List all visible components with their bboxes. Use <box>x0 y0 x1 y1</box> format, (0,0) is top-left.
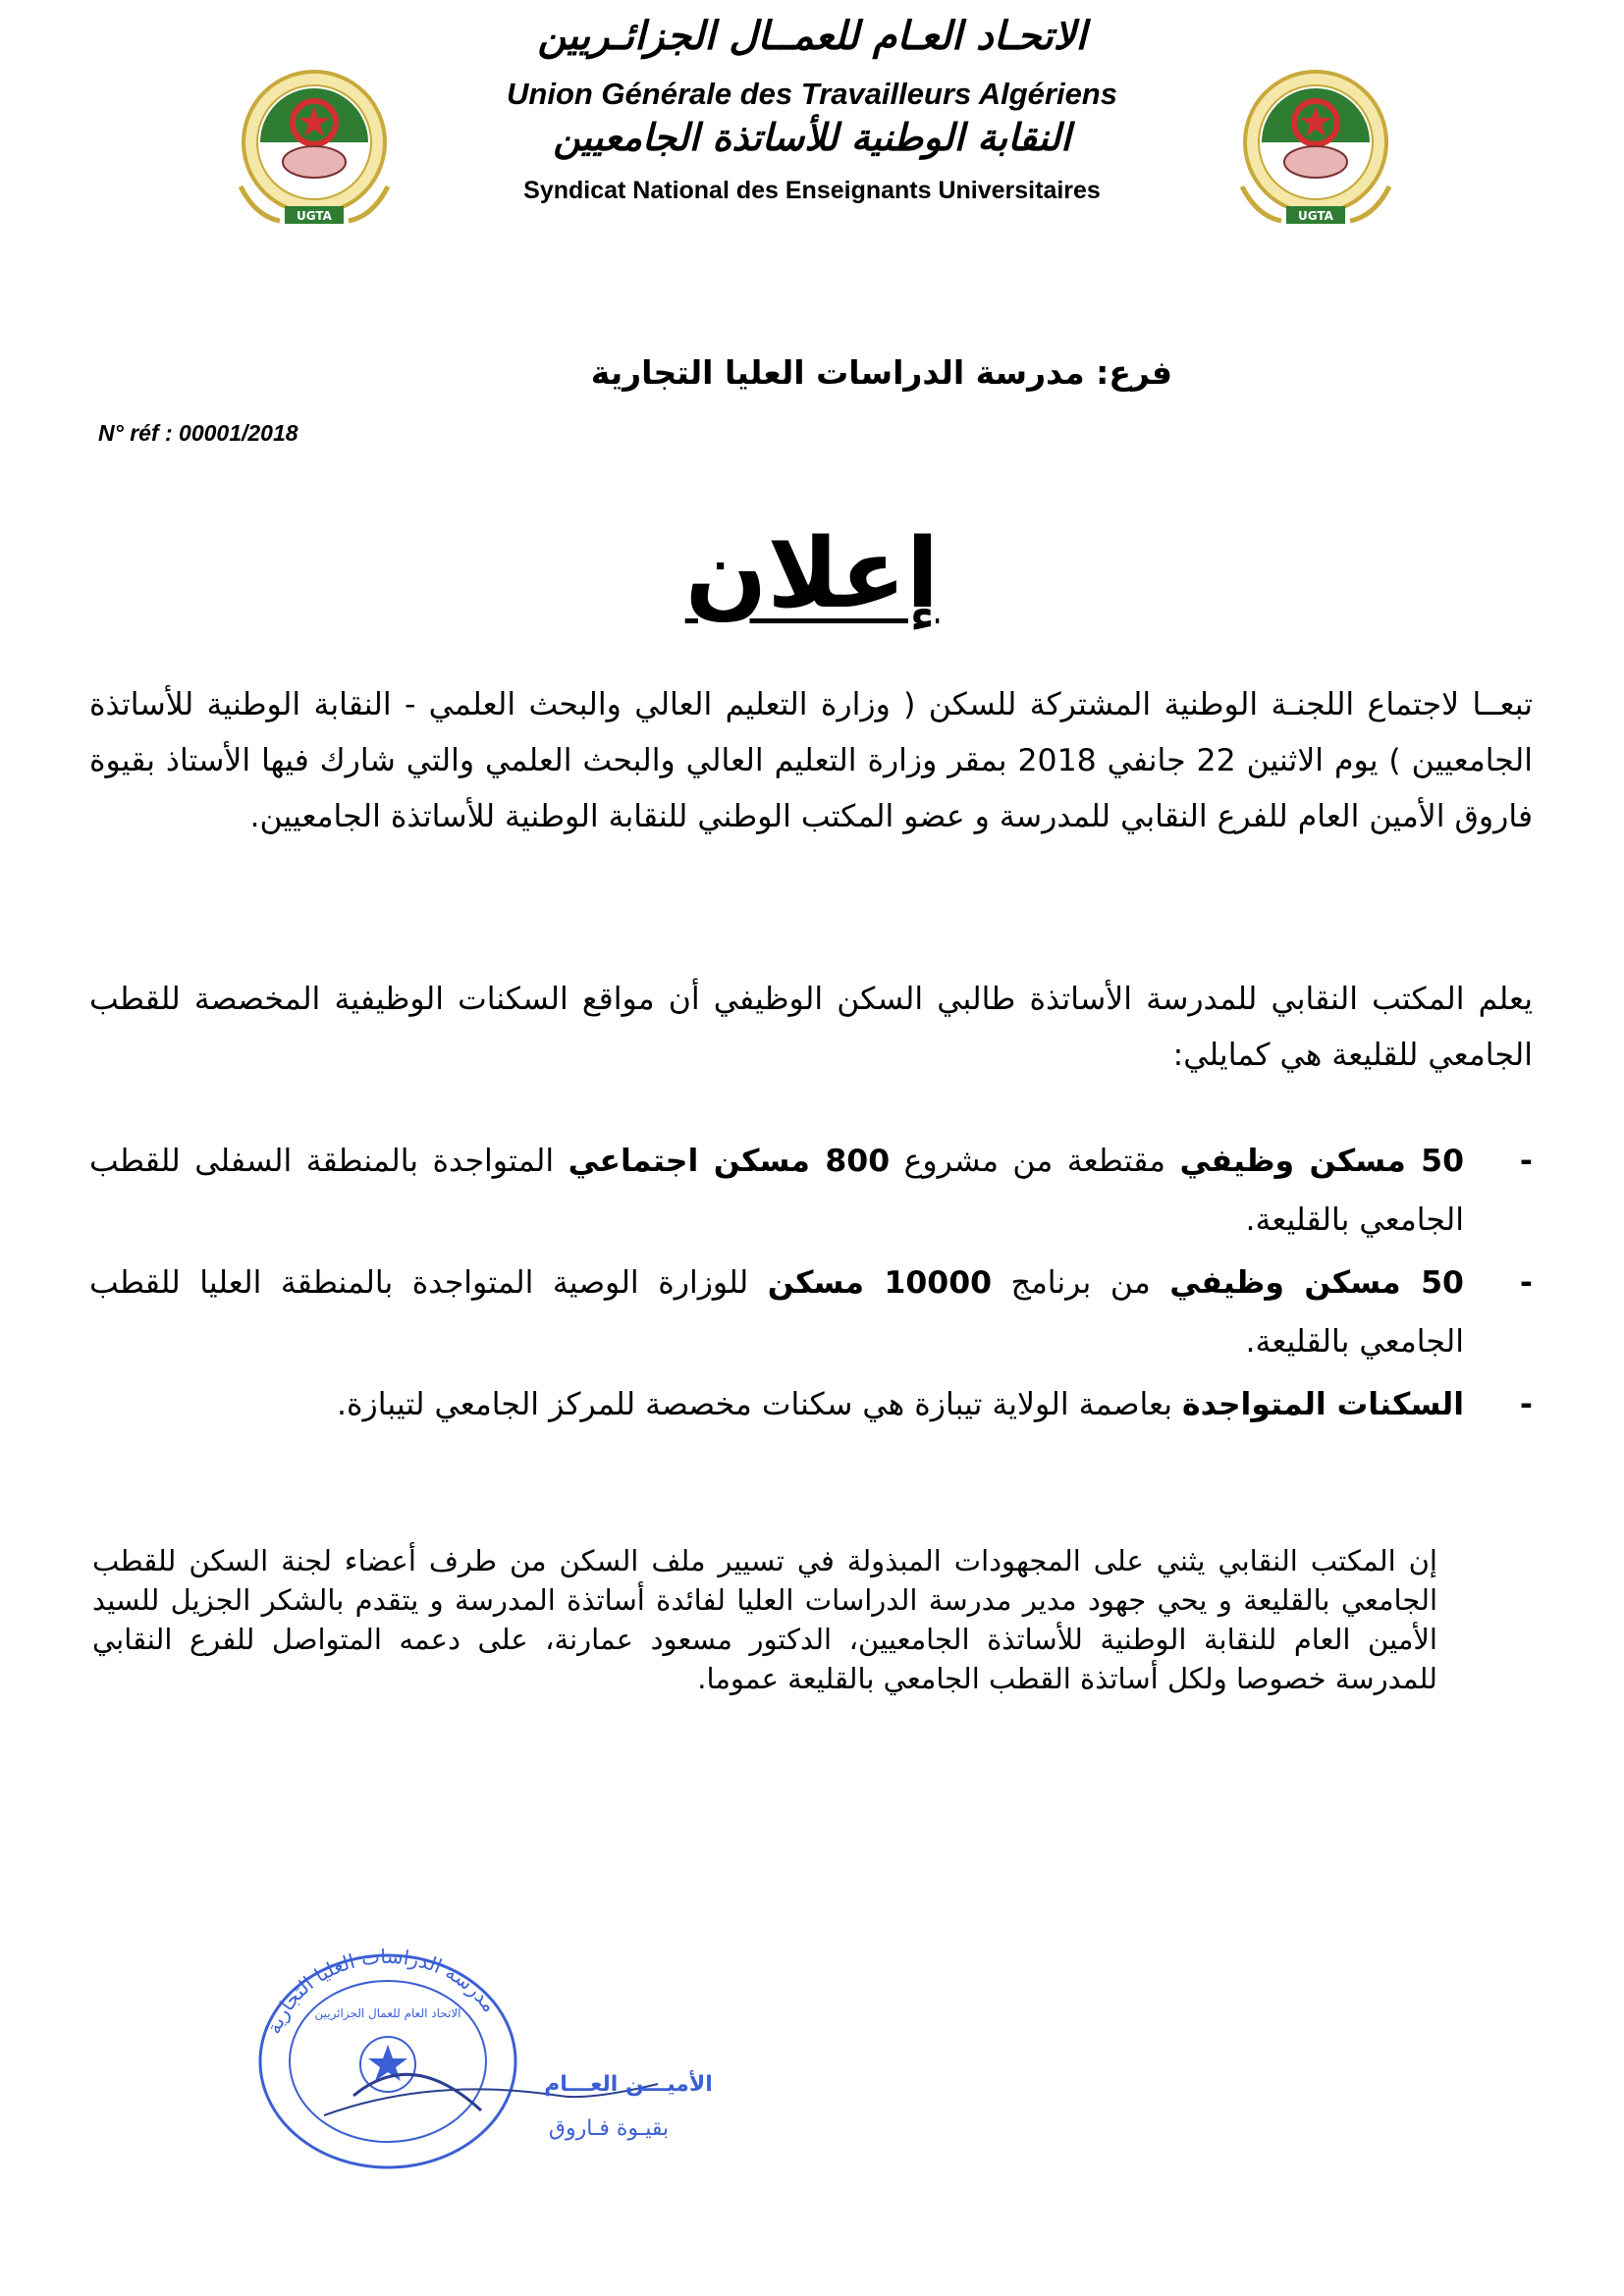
header-french-syndicate: Syndicat National des Enseignants Universitaires <box>523 177 1101 204</box>
signer-title: الأميـــن العـــام <box>544 2072 713 2097</box>
list-item-bold: 50 مسكن وظيفي <box>1169 1265 1464 1301</box>
list-item <box>89 1132 1533 1250</box>
list-item-bold: 800 مسكن اجتماعي <box>568 1144 891 1179</box>
logo-text: UGTA <box>1298 209 1333 223</box>
list-dash: - <box>1519 1387 1533 1422</box>
list-dash: - <box>1519 1144 1533 1179</box>
housing-list <box>89 1132 1533 1438</box>
paragraph-thanks: إن المكتب النقابي يثني على المجهودات المبذولة في تسيير ملف السكن من طرف أعضاء لجنة السكن للقطب الجامعي بالقليعة و يحي جهود مدير مدرسة الدراسات العليا لفائدة أساتذة المدرسة و يتقدم بالشكر الجزيل للسيد الأمين العام للنقابة الوطنية للأساتذة الجامعيين، الدكتور مسعود عمارنة، على دعمه المتواصل للفرع النقابي للمدرسة خصوصا ولكل أساتذة القطب الجامعي بالقليعة عموما. <box>92 1544 1437 1695</box>
header-arabic-union: الاتحـاد العـام للعمــال الجزائـريين <box>537 14 1087 59</box>
list-item-text: من برنامج <box>992 1265 1170 1301</box>
list-item-text: مقتطعة من مشروع <box>890 1144 1180 1179</box>
svg-text:مدرسة الدراسات العليا التجارية <box>261 1949 502 2037</box>
header-french-union: Union Générale des Travailleurs Algériens <box>507 77 1117 111</box>
list-dash: - <box>1519 1265 1533 1301</box>
list-item-bold: 50 مسكن وظيفي <box>1179 1144 1464 1179</box>
stamp-ring-text: مدرسة الدراسات العليا التجارية <box>261 1949 503 2038</box>
official-stamp <box>236 1949 746 2174</box>
list-item <box>89 1375 1533 1434</box>
list-item-text: المتواجدة بالمنطقة السفلى للقطب الجامعي بالقليعة. <box>89 1144 1464 1238</box>
paragraph-meeting: تبعــا لاجتماع اللجنـة الوطنية المشتركة للسكن ( وزارة التعليم العالي والبحث العلمي - النقابة الوطنية للأساتذة الجامعيين ) يوم الاثنين 22 جانفي 2018 بمقر وزارة التعليم العالي والبحث العلمي والتي شارك فيها الأستاذ بقيوة فاروق الأمين العام للفرع النقابي للمدرسة و عضو المكتب الوطني للنقابة الوطنية للأساتذة الجامعيين. <box>89 687 1533 834</box>
list-item <box>89 1254 1533 1371</box>
paragraph-notice: يعلم المكتب النقابي للمدرسة الأساتذة طالبي السكن الوظيفي أن مواقع السكنات الوظيفية المخصصة للقطب الجامعي للقليعة هي كمايلي: <box>89 982 1533 1073</box>
reference-number: N° réf : 00001/2018 <box>98 420 298 446</box>
header-arabic-syndicate: النقابة الوطنية للأساتذة الجامعيين <box>553 116 1071 159</box>
announcement-title <box>0 518 1624 630</box>
announcement-title-text: إعلان <box>684 518 940 630</box>
logo-text: UGTA <box>297 209 332 223</box>
list-item-bold: 10000 مسكن <box>767 1265 993 1301</box>
list-item-bold: السكنات المتواجدة <box>1182 1387 1464 1422</box>
stamp-inner-text: الاتحاد العام للعمال الجزائريين <box>314 2006 461 2020</box>
branch-title: فرع: مدرسة الدراسات العليا التجارية <box>590 353 1172 392</box>
list-item-text: للوزارة الوصية المتواجدة بالمنطقة العليا للقطب الجامعي بالقليعة. <box>89 1265 1464 1360</box>
signer-name: بقيـوة فـاروق <box>548 2116 670 2141</box>
list-item-text: بعاصمة الولاية تيبازة هي سكنات مخصصة للمركز الجامعي لتيبازة. <box>337 1387 1183 1422</box>
